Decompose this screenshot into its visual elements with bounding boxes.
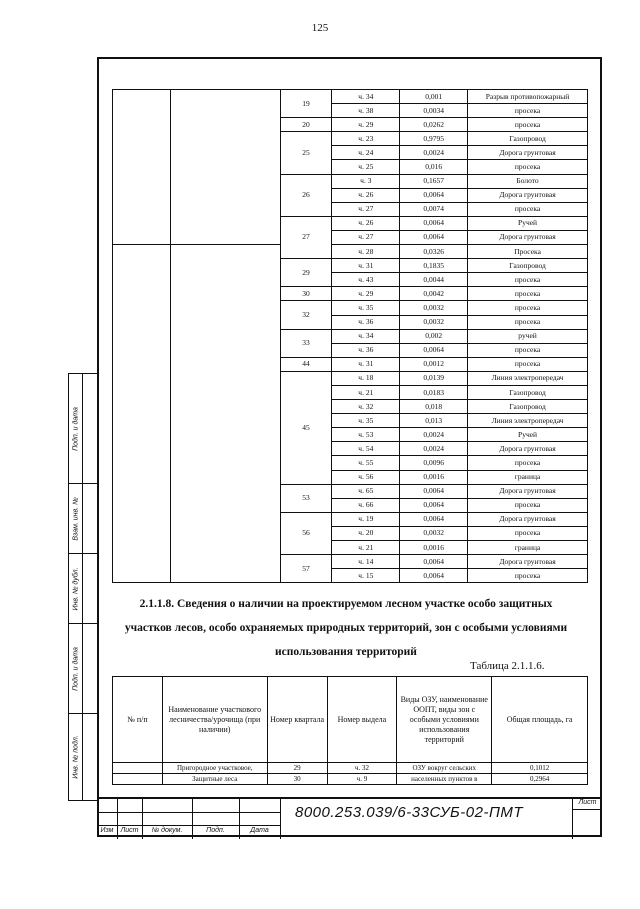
use-cell: Газопровод xyxy=(468,400,588,414)
area-cell: 0,9795 xyxy=(400,132,468,146)
sheet-box xyxy=(572,799,602,839)
use-cell: просека xyxy=(468,202,588,216)
use-cell: Болото xyxy=(468,174,588,188)
area-cell: 0,001 xyxy=(400,90,468,104)
quarter-cell: 27 xyxy=(280,216,332,258)
part-cell: ч. 38 xyxy=(332,104,400,118)
column-header: Общая площадь, га xyxy=(492,677,588,763)
area-cell: 0,0183 xyxy=(400,385,468,399)
part-cell: ч. 34 xyxy=(332,90,400,104)
use-cell: Дорога грунтовая xyxy=(468,484,588,498)
empty-cell xyxy=(113,90,171,245)
use-cell: Просека xyxy=(468,245,588,259)
part-cell: ч. 25 xyxy=(332,160,400,174)
area-cell: 0,002 xyxy=(400,329,468,343)
column-header: Номер выдела xyxy=(327,677,397,763)
area-cell: 0,0012 xyxy=(400,357,468,371)
part-cell: ч. 21 xyxy=(332,541,400,555)
side-stamp-cell xyxy=(69,484,97,554)
area-cell: 0,0064 xyxy=(400,230,468,244)
area-cell: 0,0096 xyxy=(400,456,468,470)
use-cell: просека xyxy=(468,343,588,357)
col-label: Дата xyxy=(250,827,269,834)
part-cell: ч. 35 xyxy=(332,301,400,315)
col-label: Изм xyxy=(100,827,114,834)
page-number: 125 xyxy=(311,22,329,34)
use-cell: граница xyxy=(468,541,588,555)
table-title: Таблица 2.1.1.6. xyxy=(470,660,545,672)
quarter-cell: 32 xyxy=(280,301,332,329)
area-cell: 0,0326 xyxy=(400,245,468,259)
part-cell: ч. 14 xyxy=(332,555,400,569)
use-cell: просека xyxy=(468,301,588,315)
sheet-label: Лист xyxy=(573,799,602,810)
quarter-cell: 33 xyxy=(280,329,332,357)
side-stamp-cell xyxy=(69,624,97,714)
title-block xyxy=(97,797,602,837)
quarter-cell: 29 xyxy=(280,259,332,287)
use-cell: просека xyxy=(468,526,588,540)
area-cell: 0,0024 xyxy=(400,146,468,160)
part-cell: ч. 36 xyxy=(332,315,400,329)
part-cell: ч. 56 xyxy=(332,470,400,484)
part-cell: ч. 26 xyxy=(332,216,400,230)
column-header: Номер квартала xyxy=(267,677,327,763)
area-cell: 0,0034 xyxy=(400,104,468,118)
section-heading: 2.1.1.8. Сведения о наличии на проектируемом лесном участке особо защитных участков лесов, особо охраняемых природных территорий, зон с особыми условиями использования территорий xyxy=(124,598,568,658)
side-stamp-label: Инв. № подл. xyxy=(72,735,79,779)
use-cell: Линия электропередач xyxy=(468,371,588,385)
part-cell: ч. 23 xyxy=(332,132,400,146)
empty-cell xyxy=(170,90,280,245)
use-cell: Газопровод xyxy=(468,385,588,399)
side-stamp-label: Подп. и дата xyxy=(72,646,79,691)
quarter-cell: 25 xyxy=(280,132,332,174)
use-cell: Линия электропередач xyxy=(468,414,588,428)
quarter-cell: 53 xyxy=(280,484,332,512)
plots-table xyxy=(112,89,588,583)
title-block-labels xyxy=(97,826,280,838)
area-cell: 0,0032 xyxy=(400,301,468,315)
quarter-cell: 56 xyxy=(280,512,332,554)
area-cell: 0,0016 xyxy=(400,541,468,555)
side-stamp-cell xyxy=(69,714,97,800)
use-cell: просека xyxy=(468,118,588,132)
part-cell: ч. 54 xyxy=(332,442,400,456)
use-cell: просека xyxy=(468,456,588,470)
part-cell: ч. 26 xyxy=(332,188,400,202)
side-stamp-label: Взам. инв. № xyxy=(72,496,79,541)
area-cell: 0,0139 xyxy=(400,371,468,385)
part-cell: ч. 27 xyxy=(332,230,400,244)
area-cell: 0,0064 xyxy=(400,343,468,357)
column-header: Виды ОЗУ, наименование ООПТ, виды зон с особыми условиями использования территорий xyxy=(397,677,492,763)
use-cell: просека xyxy=(468,315,588,329)
part-cell: ч. 18 xyxy=(332,371,400,385)
use-cell: ручей xyxy=(468,329,588,343)
use-cell: Разрыв противопожарный xyxy=(468,90,588,104)
part-cell: ч. 31 xyxy=(332,259,400,273)
area-cell: 0,016 xyxy=(400,160,468,174)
use-cell: Дорога грунтовая xyxy=(468,188,588,202)
use-cell: просека xyxy=(468,357,588,371)
area-cell: 0,0064 xyxy=(400,484,468,498)
empty-cell xyxy=(113,245,171,583)
side-stamp xyxy=(68,373,98,801)
part-cell: ч. 34 xyxy=(332,329,400,343)
use-cell: Ручей xyxy=(468,428,588,442)
quarter-cell: 44 xyxy=(280,357,332,371)
part-cell: ч. 21 xyxy=(332,385,400,399)
area-cell: 0,0064 xyxy=(400,216,468,230)
table-row: Защитные леса 30 ч. 9 населенных пунктов в 0,2964 xyxy=(113,774,588,785)
part-cell: ч. 53 xyxy=(332,428,400,442)
part-cell: ч. 28 xyxy=(332,245,400,259)
part-cell: ч. 32 xyxy=(332,400,400,414)
use-cell: Дорога грунтовая xyxy=(468,442,588,456)
area-cell: 0,0032 xyxy=(400,315,468,329)
area-cell: 0,0032 xyxy=(400,526,468,540)
use-cell: Ручей xyxy=(468,216,588,230)
column-header: Наименование участкового лесничества/урочища (при наличии) xyxy=(162,677,267,763)
use-cell: Газопровод xyxy=(468,132,588,146)
col-label: Подп. xyxy=(206,827,225,834)
col-label: № докум. xyxy=(151,827,183,834)
document-code: 8000.253.039/6-33СУБ-02-ПМТ xyxy=(295,804,523,821)
empty-cell xyxy=(170,245,280,583)
area-cell: 0,0262 xyxy=(400,118,468,132)
area-cell: 0,0064 xyxy=(400,555,468,569)
use-cell: просека xyxy=(468,160,588,174)
col-label: Лист xyxy=(120,827,139,834)
table-row xyxy=(113,245,588,259)
area-cell: 0,0024 xyxy=(400,442,468,456)
quarter-cell: 19 xyxy=(280,90,332,118)
area-cell: 0,0024 xyxy=(400,428,468,442)
quarter-cell: 20 xyxy=(280,118,332,132)
use-cell: граница xyxy=(468,470,588,484)
part-cell: ч. 43 xyxy=(332,273,400,287)
area-cell: 0,1657 xyxy=(400,174,468,188)
side-stamp-cell xyxy=(69,374,97,484)
area-cell: 0,0042 xyxy=(400,287,468,301)
part-cell: ч. 36 xyxy=(332,343,400,357)
part-cell: ч. 65 xyxy=(332,484,400,498)
area-cell: 0,0064 xyxy=(400,569,468,583)
part-cell: ч. 15 xyxy=(332,569,400,583)
part-cell: ч. 29 xyxy=(332,287,400,301)
use-cell: Газопровод xyxy=(468,259,588,273)
area-cell: 0,018 xyxy=(400,400,468,414)
quarter-cell: 45 xyxy=(280,371,332,484)
column-header: № п/п xyxy=(113,677,163,763)
part-cell: ч. 31 xyxy=(332,357,400,371)
area-cell: 0,0064 xyxy=(400,512,468,526)
area-cell: 0,0016 xyxy=(400,470,468,484)
use-cell: Дорога грунтовая xyxy=(468,146,588,160)
use-cell: Дорога грунтовая xyxy=(468,230,588,244)
use-cell: просека xyxy=(468,104,588,118)
part-cell: ч. 3 xyxy=(332,174,400,188)
ozu-table xyxy=(112,676,588,785)
part-cell: ч. 55 xyxy=(332,456,400,470)
area-cell: 0,0074 xyxy=(400,202,468,216)
area-cell: 0,1835 xyxy=(400,259,468,273)
area-cell: 0,013 xyxy=(400,414,468,428)
part-cell: ч. 24 xyxy=(332,146,400,160)
area-cell: 0,0044 xyxy=(400,273,468,287)
part-cell: ч. 27 xyxy=(332,202,400,216)
side-stamp-label: Инв. № дубл. xyxy=(72,566,79,611)
quarter-cell: 26 xyxy=(280,174,332,216)
use-cell: просека xyxy=(468,498,588,512)
part-cell: ч. 35 xyxy=(332,414,400,428)
part-cell: ч. 66 xyxy=(332,498,400,512)
part-cell: ч. 19 xyxy=(332,512,400,526)
use-cell: Дорога грунтовая xyxy=(468,512,588,526)
use-cell: Дорога грунтовая xyxy=(468,555,588,569)
use-cell: просека xyxy=(468,273,588,287)
part-cell: ч. 20 xyxy=(332,526,400,540)
use-cell: просека xyxy=(468,287,588,301)
part-cell: ч. 29 xyxy=(332,118,400,132)
area-cell: 0,0064 xyxy=(400,498,468,512)
quarter-cell: 57 xyxy=(280,555,332,583)
area-cell: 0,0064 xyxy=(400,188,468,202)
table-row: Пригородное участковое, 29 ч. 32 ОЗУ вокруг сельских 0,1012 xyxy=(113,763,588,774)
table-row xyxy=(113,90,588,104)
side-stamp-label: Подп. и дата xyxy=(72,406,79,451)
side-stamp-cell xyxy=(69,554,97,624)
use-cell: просека xyxy=(468,569,588,583)
quarter-cell: 30 xyxy=(280,287,332,301)
